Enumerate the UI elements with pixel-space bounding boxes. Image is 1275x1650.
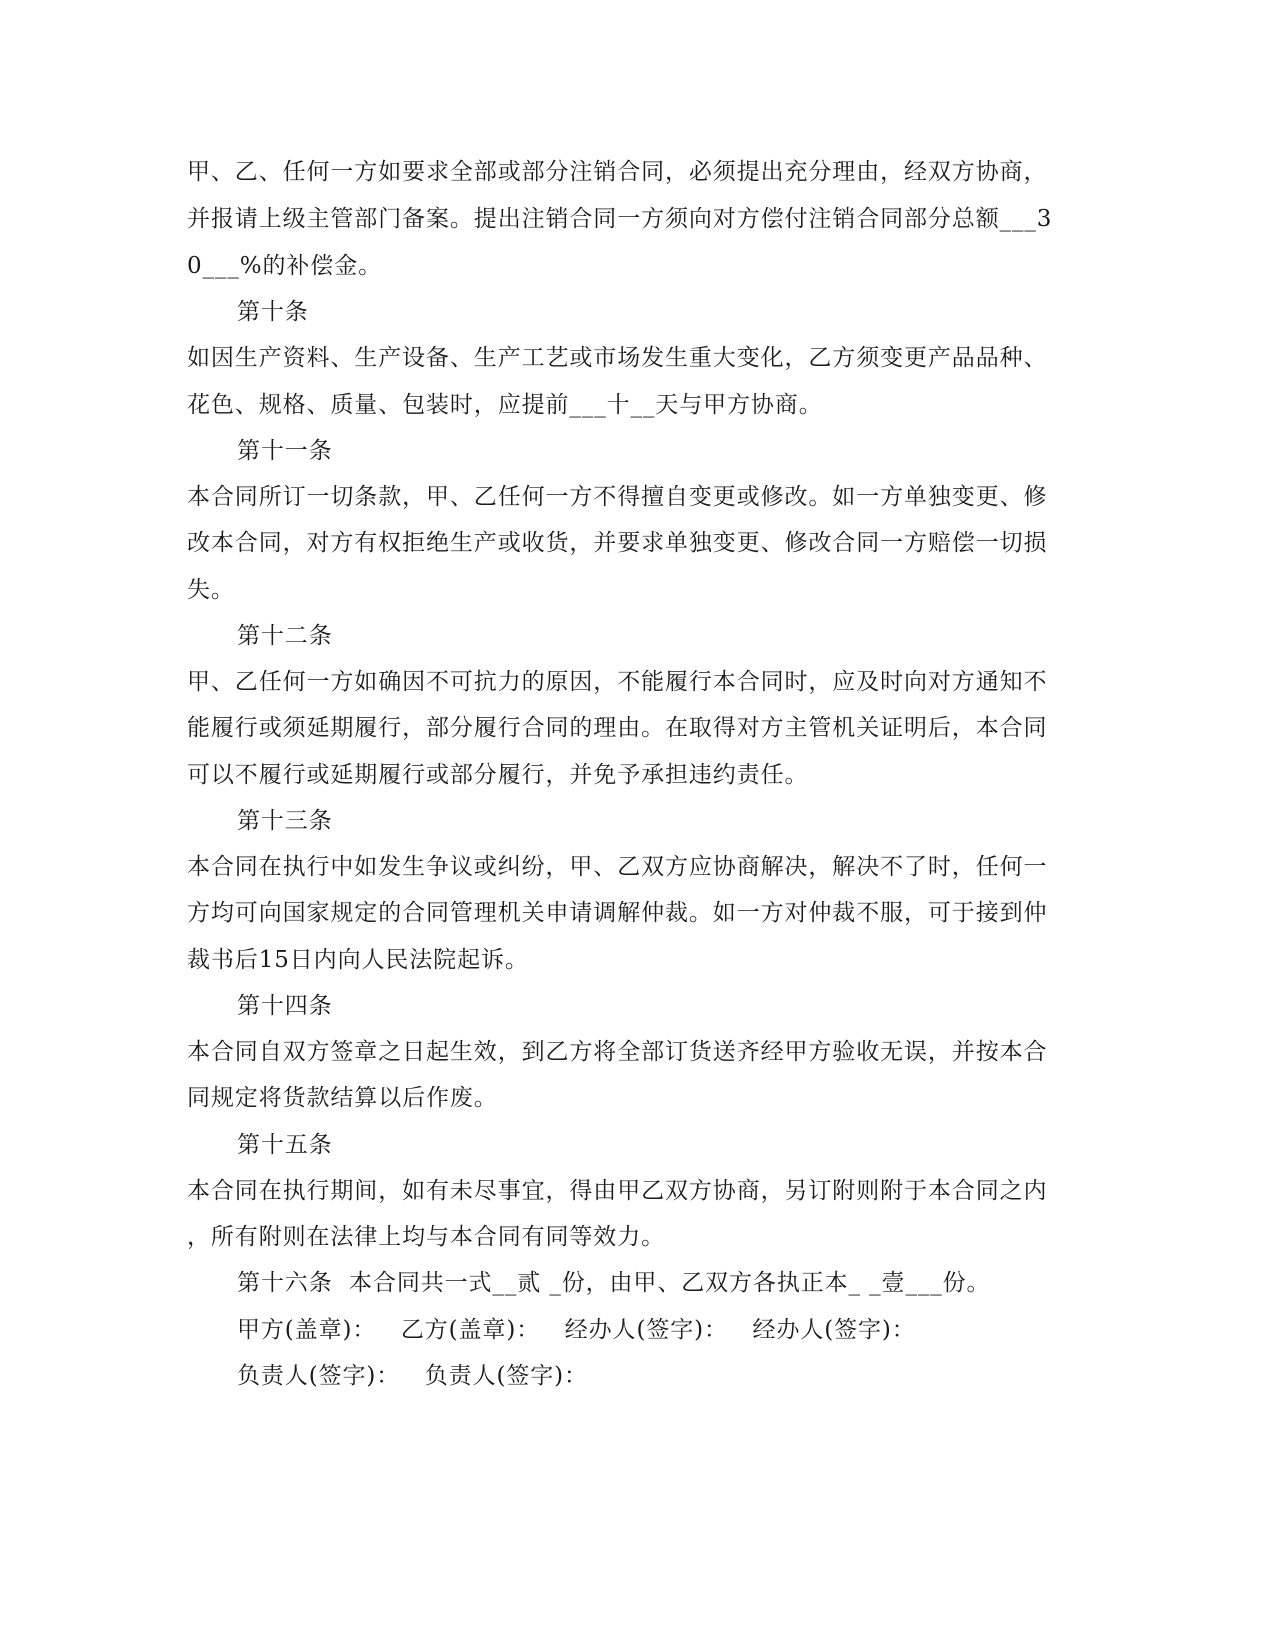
text-line: 失。 xyxy=(187,577,235,603)
text-line: 甲、乙任何一方如确因不可抗力的原因，不能履行本合同时，应及时向对方通知不 xyxy=(187,669,1048,695)
text-line: 改本合同，对方有权拒绝生产或收货，并要求单独变更、修改合同一方赔偿一切损 xyxy=(187,530,1048,556)
text-line: 如因生产资料、生产设备、生产工艺或市场发生重大变化，乙方须变更产品品种、 xyxy=(187,345,1048,371)
text-line: 同规定将货款结算以后作废。 xyxy=(187,1085,498,1111)
text-line: ，所有附则在法律上均与本合同有同等效力。 xyxy=(187,1224,665,1250)
article-heading: 第十一条 xyxy=(237,438,333,464)
text-line: 裁书后15日内向人民法院起诉。 xyxy=(187,947,529,973)
article-heading: 第十五条 xyxy=(237,1132,333,1158)
text-line: 方均可向国家规定的合同管理机关申请调解仲裁。如一方对仲裁不服，可于接到仲 xyxy=(187,900,1048,926)
text-line: 0___%的补偿金。 xyxy=(187,253,382,279)
article-heading: 第十三条 xyxy=(237,808,333,834)
text-line: 本合同所订一切条款，甲、乙任何一方不得擅自变更或修改。如一方单独变更、修 xyxy=(187,484,1048,510)
article-heading: 第十四条 xyxy=(237,993,333,1019)
article-heading: 第十二条 xyxy=(237,623,333,649)
text-line: 甲、乙、任何一方如要求全部或部分注销合同，必须提出充分理由，经双方协商， xyxy=(187,159,1048,185)
text-line: 本合同在执行期间，如有未尽事宜，得由甲乙双方协商，另订附则附于本合同之内 xyxy=(187,1178,1048,1204)
signature-line: 负责人(签字)： 负责人(签字)： xyxy=(237,1363,588,1389)
signature-line: 甲方(盖章)： 乙方(盖章)： 经办人(签字)： 经办人(签字)： xyxy=(237,1317,916,1343)
text-line: 并报请上级主管部门备案。提出注销合同一方须向对方偿付注销合同部分总额___3 xyxy=(187,206,1053,232)
text-line: 可以不履行或延期履行或部分履行，并免予承担违约责任。 xyxy=(187,762,809,788)
text-line: 本合同在执行中如发生争议或纠纷，甲、乙双方应协商解决，解决不了时，任何一 xyxy=(187,854,1048,880)
text-line: 花色、规格、质量、包装时，应提前___十__天与甲方协商。 xyxy=(187,392,823,418)
article-heading: 第十条 xyxy=(237,299,309,325)
text-line: 本合同自双方签章之日起生效，到乙方将全部订货送齐经甲方验收无误，并按本合 xyxy=(187,1039,1048,1065)
text-line: 能履行或须延期履行，部分履行合同的理由。在取得对方主管机关证明后，本合同 xyxy=(187,715,1048,741)
article-heading: 第十六条 本合同共一式__贰 _份，由甲、乙双方各执正本_ _壹___份。 xyxy=(237,1270,991,1296)
